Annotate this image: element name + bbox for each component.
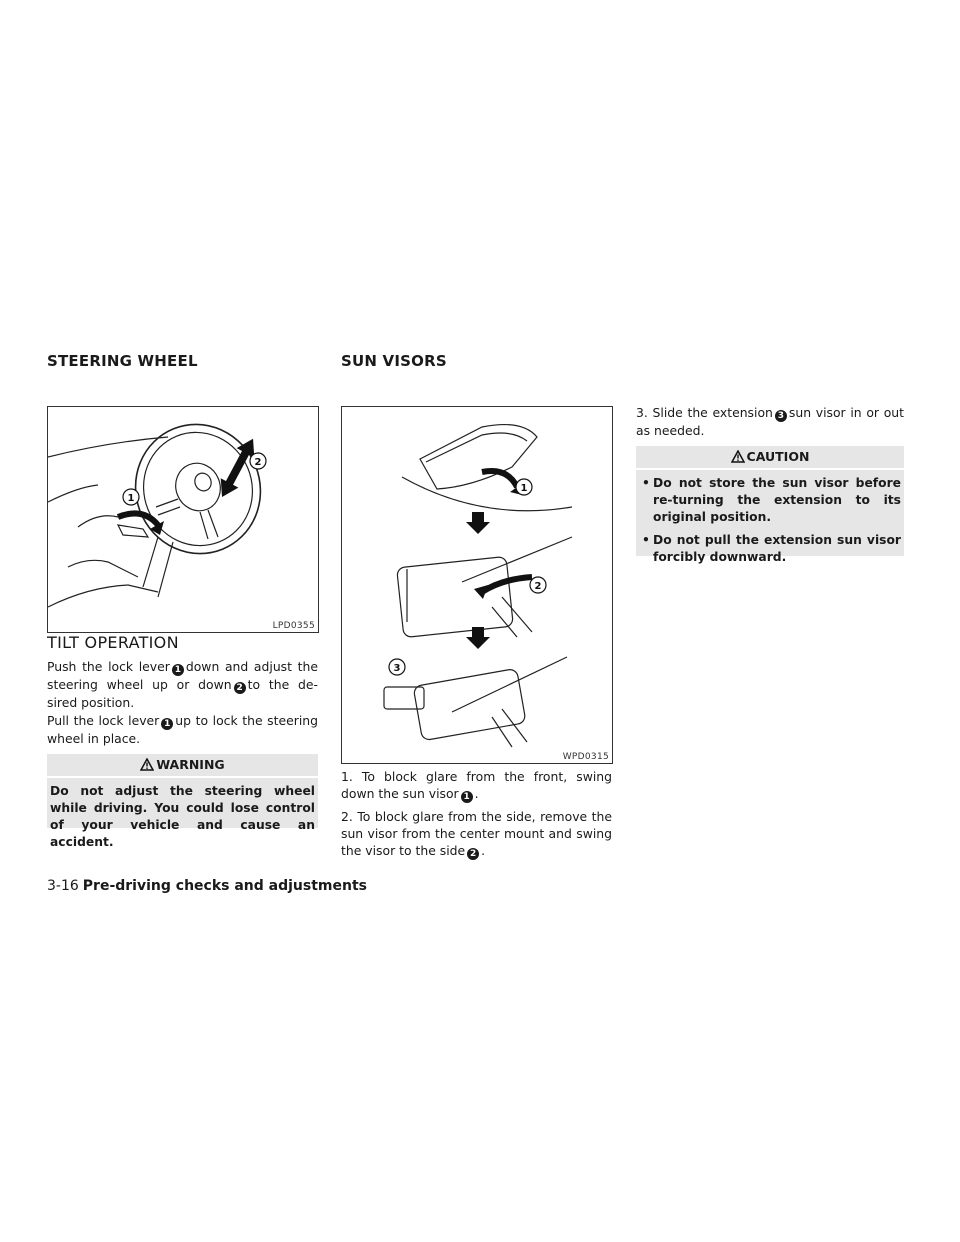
- warning-header: [47, 754, 318, 778]
- svg-text:1: 1: [520, 483, 528, 494]
- svg-text:1: 1: [127, 493, 135, 504]
- section-heading-sun-visors: SUN VISORS: [341, 352, 447, 370]
- marker-1: 1: [161, 718, 173, 730]
- svg-text:2: 2: [254, 457, 262, 468]
- page-number: 3-16: [47, 878, 79, 894]
- tilt-operation-heading: TILT OPERATION: [47, 633, 179, 652]
- step-3-text-a: Slide the extension: [652, 405, 773, 420]
- step-1-period: .: [474, 786, 479, 801]
- section-heading-steering-wheel: STEERING WHEEL: [47, 352, 198, 370]
- bullet: •: [642, 533, 650, 547]
- chapter-title: Pre-driving checks and adjustments: [82, 878, 367, 894]
- tilt-p1-part-b: down and adjust the steering wheel up or down: [47, 659, 318, 692]
- warning-label: WARNING: [156, 757, 225, 772]
- tilt-p1-part-a: Push the lock lever: [47, 659, 170, 674]
- svg-text:3: 3: [393, 663, 401, 674]
- marker-2: 2: [234, 682, 246, 694]
- visor-step-1: [341, 768, 612, 803]
- step-2-period: .: [481, 843, 486, 858]
- caution-item-text: Do not store the sun visor before re-turning the extension to its original position.: [653, 476, 901, 524]
- step-3-number: 3.: [636, 405, 648, 420]
- figure-code-wpd0315: WPD0315: [562, 752, 609, 762]
- warning-text: Do not adjust the steering wheel while driving. You could lose control of your vehicle and cause an accident.: [50, 784, 315, 849]
- marker-2: 2: [467, 848, 479, 860]
- marker-3: 3: [775, 410, 787, 422]
- visor-step-3: [636, 404, 904, 439]
- caution-label: CAUTION: [746, 449, 810, 464]
- caution-item: [639, 475, 901, 526]
- caution-header: [636, 446, 904, 470]
- caution-triangle-icon: [731, 448, 745, 470]
- steering-wheel-illustration: [48, 407, 318, 632]
- step-1-text: To block glare from the front, swing down the sun visor: [341, 769, 612, 801]
- caution-box: [636, 446, 904, 564]
- warning-box: [47, 754, 318, 849]
- bullet: •: [642, 476, 650, 490]
- caution-item: [639, 532, 901, 566]
- tilt-p2-part-a: Pull the lock lever: [47, 713, 160, 728]
- caution-item-text: Do not pull the extension sun visor forcibly downward.: [653, 533, 901, 564]
- tilt-paragraph-1: [47, 658, 318, 711]
- marker-1: 1: [172, 664, 184, 676]
- step-3-text-b: sun visor in or out as needed.: [636, 405, 904, 438]
- tilt-paragraph-2: [47, 712, 318, 747]
- warning-triangle-icon: [140, 756, 154, 778]
- marker-1: 1: [461, 791, 473, 803]
- page-footer: [47, 878, 367, 894]
- svg-text:2: 2: [534, 581, 542, 592]
- visor-step-2: [341, 808, 612, 860]
- figure-code-lpd0355: LPD0355: [272, 621, 315, 631]
- steering-wheel-figure: [47, 406, 319, 633]
- tilt-p2-part-b: up to lock the steering wheel in place.: [47, 713, 318, 746]
- step-2-number: 2.: [341, 809, 353, 824]
- tilt-p1-part-c: to the de-sired position.: [47, 677, 318, 710]
- step-1-number: 1.: [341, 769, 353, 784]
- step-2-text: To block glare from the side, remove the sun visor from the center mount and swing the visor to the side: [341, 809, 612, 858]
- caution-list: [636, 470, 904, 578]
- sun-visor-illustration: [342, 407, 612, 763]
- sun-visor-figure: [341, 406, 613, 764]
